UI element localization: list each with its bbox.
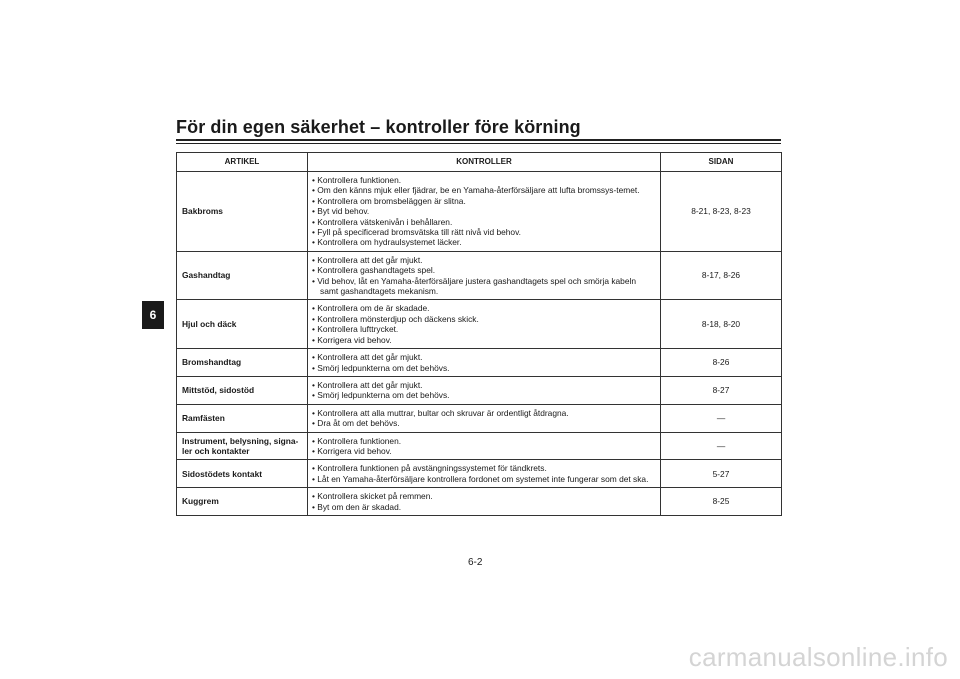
check-item bbox=[312, 335, 656, 345]
table-row bbox=[177, 251, 782, 300]
check-item bbox=[312, 185, 656, 195]
check-item bbox=[312, 491, 656, 501]
check-item-text: Kontrollera funktionen på avstängningssystemet för tändkrets. bbox=[317, 463, 547, 474]
page-number: 6-2 bbox=[468, 557, 483, 568]
sidan-cell: 5-27 bbox=[661, 460, 782, 488]
checklist-table bbox=[176, 152, 782, 516]
bullet-icon: • bbox=[312, 237, 318, 248]
artikel-cell: Sidostödets kontakt bbox=[177, 460, 308, 488]
bullet-icon: • bbox=[312, 445, 318, 456]
table-row bbox=[177, 404, 782, 432]
sidan-cell: 8-26 bbox=[661, 349, 782, 377]
check-item-text: Korrigera vid behov. bbox=[317, 445, 392, 456]
check-item-text: Dra åt om det behövs. bbox=[317, 418, 400, 429]
page-title: För din egen säkerhet – kontroller före körning bbox=[176, 117, 581, 137]
bullet-icon: • bbox=[312, 463, 318, 474]
bullet-icon: • bbox=[312, 407, 318, 418]
kontroller-cell bbox=[308, 300, 661, 349]
bullet-icon: • bbox=[312, 303, 318, 314]
kontroller-cell bbox=[308, 172, 661, 252]
bullet-icon: • bbox=[312, 334, 318, 345]
check-item-text: Om den känns mjuk eller fjädrar, be en Yamaha-återförsäljare att lufta bromssys-temet. bbox=[317, 185, 640, 196]
check-item bbox=[312, 436, 656, 446]
check-item-text: Kontrollera om de är skadade. bbox=[317, 303, 430, 314]
check-item bbox=[312, 502, 656, 512]
table-row bbox=[177, 488, 782, 516]
kontroller-cell bbox=[308, 432, 661, 460]
bullet-icon: • bbox=[312, 275, 318, 286]
check-item bbox=[312, 276, 656, 297]
sidan-cell: 8-25 bbox=[661, 488, 782, 516]
artikel-cell: Mittstöd, sidostöd bbox=[177, 376, 308, 404]
artikel-cell: Ramfästen bbox=[177, 404, 308, 432]
check-item bbox=[312, 352, 656, 362]
bullet-icon: • bbox=[312, 473, 318, 484]
table-row bbox=[177, 349, 782, 377]
column-header-kontroller: KONTROLLER bbox=[308, 153, 661, 172]
check-item bbox=[312, 303, 656, 313]
artikel-cell: Hjul och däck bbox=[177, 300, 308, 349]
bullet-icon: • bbox=[312, 324, 318, 335]
checklist-table-container bbox=[176, 152, 781, 516]
column-header-sidan: SIDAN bbox=[661, 153, 782, 172]
check-item-text: Kontrollera att det går mjukt. bbox=[317, 379, 423, 390]
artikel-cell: Bromshandtag bbox=[177, 349, 308, 377]
check-item bbox=[312, 227, 656, 237]
table-row bbox=[177, 432, 782, 460]
title-rule bbox=[176, 139, 781, 141]
chapter-tab: 6 bbox=[142, 301, 164, 329]
kontroller-cell bbox=[308, 349, 661, 377]
check-item bbox=[312, 265, 656, 275]
bullet-icon: • bbox=[312, 206, 318, 217]
check-item-text: Korrigera vid behov. bbox=[317, 334, 392, 345]
artikel-cell: Instrument, belysning, signa-ler och kontakter bbox=[177, 432, 308, 460]
check-item bbox=[312, 237, 656, 247]
check-item bbox=[312, 380, 656, 390]
check-item-text: Byt vid behov. bbox=[317, 206, 370, 217]
table-row bbox=[177, 300, 782, 349]
bullet-icon: • bbox=[312, 435, 318, 446]
check-item-text: Kontrollera vätskenivån i behållaren. bbox=[317, 216, 453, 227]
artikel-cell: Bakbroms bbox=[177, 172, 308, 252]
check-item bbox=[312, 217, 656, 227]
check-item bbox=[312, 363, 656, 373]
check-item-text: Fyll på specificerad bromsvätska till rätt nivå vid behov. bbox=[317, 227, 521, 238]
sidan-cell: 8-21, 8-23, 8-23 bbox=[661, 172, 782, 252]
check-item-text: Smörj ledpunkterna om det behövs. bbox=[317, 362, 450, 373]
check-item bbox=[312, 314, 656, 324]
check-item-text: Kontrollera skicket på remmen. bbox=[317, 491, 433, 502]
bullet-icon: • bbox=[312, 501, 318, 512]
bullet-icon: • bbox=[312, 175, 318, 185]
check-item-text: Kontrollera lufttrycket. bbox=[317, 324, 399, 335]
check-item-text: Vid behov, låt en Yamaha-återförsäljare justera gashandtagets spel och smörja kabeln samt gashandtagets mekanism. bbox=[317, 275, 637, 297]
bullet-icon: • bbox=[312, 362, 318, 373]
table-body bbox=[177, 172, 782, 516]
bullet-icon: • bbox=[312, 185, 318, 196]
kontroller-cell bbox=[308, 404, 661, 432]
check-item bbox=[312, 324, 656, 334]
bullet-icon: • bbox=[312, 313, 318, 324]
table-header-row bbox=[177, 153, 782, 172]
check-item bbox=[312, 390, 656, 400]
table-row bbox=[177, 172, 782, 252]
check-item bbox=[312, 255, 656, 265]
check-item-text: Kontrollera att det går mjukt. bbox=[317, 254, 423, 265]
check-item-text: Smörj ledpunkterna om det behövs. bbox=[317, 390, 450, 401]
check-item-text: Kontrollera att alla muttrar, bultar och skruvar är ordentligt åtdragna. bbox=[317, 407, 569, 418]
kontroller-cell bbox=[308, 460, 661, 488]
artikel-cell: Gashandtag bbox=[177, 251, 308, 300]
bullet-icon: • bbox=[312, 418, 318, 429]
check-item bbox=[312, 418, 656, 428]
check-item bbox=[312, 446, 656, 456]
check-item bbox=[312, 474, 656, 484]
bullet-icon: • bbox=[312, 379, 318, 390]
column-header-artikel: ARTIKEL bbox=[177, 153, 308, 172]
check-item bbox=[312, 408, 656, 418]
kontroller-cell bbox=[308, 376, 661, 404]
bullet-icon: • bbox=[312, 390, 318, 401]
check-item bbox=[312, 206, 656, 216]
check-item-text: Kontrollera funktionen. bbox=[317, 175, 402, 185]
check-item-text: Kontrollera om bromsbeläggen är slitna. bbox=[317, 195, 466, 206]
kontroller-cell bbox=[308, 488, 661, 516]
bullet-icon: • bbox=[312, 216, 318, 227]
check-item bbox=[312, 196, 656, 206]
check-item-text: Kontrollera gashandtagets spel. bbox=[317, 265, 436, 276]
sidan-cell: 8-17, 8-26 bbox=[661, 251, 782, 300]
artikel-cell: Kuggrem bbox=[177, 488, 308, 516]
table-row bbox=[177, 376, 782, 404]
bullet-icon: • bbox=[312, 352, 318, 363]
bullet-icon: • bbox=[312, 227, 318, 238]
check-item-text: Byt om den är skadad. bbox=[317, 501, 402, 512]
check-item bbox=[312, 175, 656, 185]
check-item-text: Kontrollera att det går mjukt. bbox=[317, 352, 423, 363]
check-item-text: Låt en Yamaha-återförsäljare kontrollera fordonet om systemet inte fungerar som det ska. bbox=[317, 473, 649, 484]
check-item-text: Kontrollera om hydraulsystemet läcker. bbox=[317, 237, 462, 248]
sidan-cell: 8-18, 8-20 bbox=[661, 300, 782, 349]
bullet-icon: • bbox=[312, 265, 318, 276]
bullet-icon: • bbox=[312, 491, 318, 502]
check-item bbox=[312, 463, 656, 473]
watermark: carmanualsonline.info bbox=[688, 642, 948, 672]
kontroller-cell bbox=[308, 251, 661, 300]
table-row bbox=[177, 460, 782, 488]
sidan-cell: — bbox=[661, 432, 782, 460]
check-item-text: Kontrollera funktionen. bbox=[317, 435, 402, 446]
title-rule-thin bbox=[176, 143, 781, 144]
check-item-text: Kontrollera mönsterdjup och däckens skick. bbox=[317, 313, 479, 324]
bullet-icon: • bbox=[312, 254, 318, 265]
sidan-cell: — bbox=[661, 404, 782, 432]
bullet-icon: • bbox=[312, 195, 318, 206]
sidan-cell: 8-27 bbox=[661, 376, 782, 404]
